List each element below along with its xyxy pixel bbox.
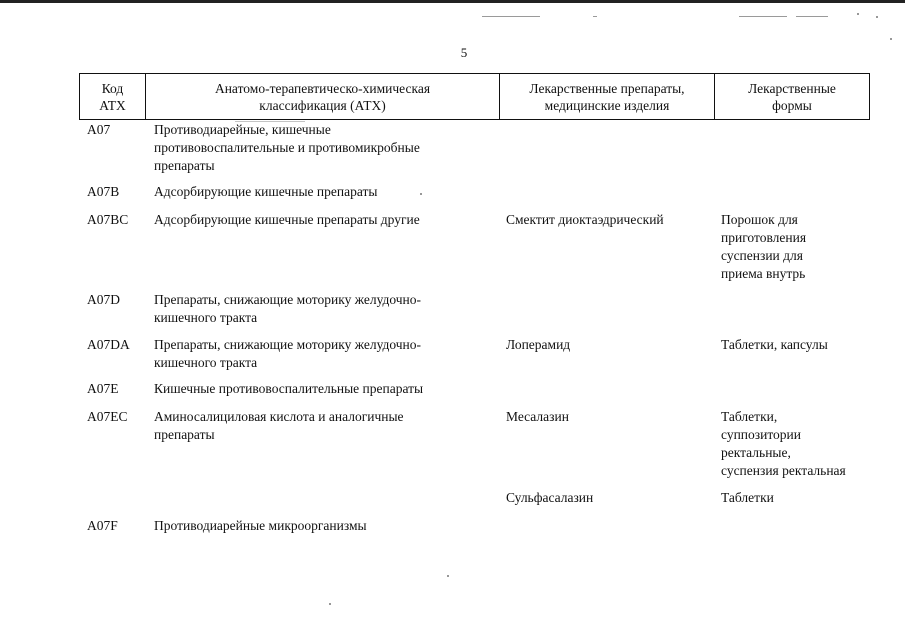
- row-form: Таблетки, капсулы: [721, 337, 828, 352]
- row-classification: Аминосалициловая кислота и аналогичные препараты: [154, 409, 404, 442]
- row-code: A07DA: [87, 337, 130, 352]
- row-form: Таблетки, суппозитории ректальные, суспензия ректальная: [721, 409, 846, 478]
- scan-artifact: [593, 16, 597, 17]
- row-drug: Лоперамид: [506, 337, 571, 352]
- header-forms-label: Лекарственные формы: [748, 80, 836, 113]
- header-code: [80, 74, 146, 119]
- header-forms: [715, 74, 869, 119]
- scan-artifact: [329, 603, 331, 605]
- row-drug: Сульфасалазин: [506, 490, 594, 505]
- row-classification: Препараты, снижающие моторику желудочно- кишечного тракта: [154, 292, 422, 325]
- scan-artifact: [796, 16, 828, 17]
- row-code: A07D: [87, 292, 120, 307]
- scan-artifact: [890, 38, 892, 40]
- header-classification-label: Анатомо-терапевтическо-химическая классификация (АТХ): [214, 80, 431, 113]
- row-classification: Адсорбирующие кишечные препараты: [154, 184, 378, 199]
- row-code: A07B: [87, 184, 120, 199]
- scan-artifact: [482, 16, 540, 17]
- row-classification: Препараты, снижающие моторику желудочно- кишечного тракта: [154, 337, 422, 370]
- scan-artifact: [739, 16, 787, 17]
- row-code: A07EC: [87, 409, 128, 424]
- scan-artifact: [447, 575, 449, 577]
- row-drug: Смектит диоктаэдрический: [506, 212, 664, 227]
- row-code: A07E: [87, 381, 119, 396]
- row-form: Таблетки: [721, 490, 774, 505]
- header-drugs: [500, 74, 715, 119]
- header-code-label: Код АТХ: [99, 80, 126, 113]
- row-classification: Кишечные противовоспалительные препараты: [154, 381, 424, 396]
- header-classification: [146, 74, 500, 119]
- row-classification: Противодиарейные микроорганизмы: [154, 518, 367, 533]
- row-code: A07F: [87, 518, 118, 533]
- table-header: [79, 73, 870, 120]
- row-code: A07BC: [87, 212, 129, 227]
- row-drug: Месалазин: [506, 409, 569, 424]
- header-drugs-label: Лекарственные препараты, медицинские изделия: [529, 80, 685, 113]
- scan-artifact: [876, 16, 878, 18]
- row-form: Порошок для приготовления суспензии для приема внутрь: [721, 212, 807, 281]
- top-border-line: [0, 0, 905, 3]
- row-code: A07: [87, 122, 111, 137]
- row-classification: Адсорбирующие кишечные препараты другие: [154, 212, 420, 227]
- page-number: 5: [460, 45, 468, 60]
- row-classification: Противодиарейные, кишечные противовоспалительные и противомикробные препараты: [154, 122, 420, 173]
- scan-artifact: [857, 13, 859, 15]
